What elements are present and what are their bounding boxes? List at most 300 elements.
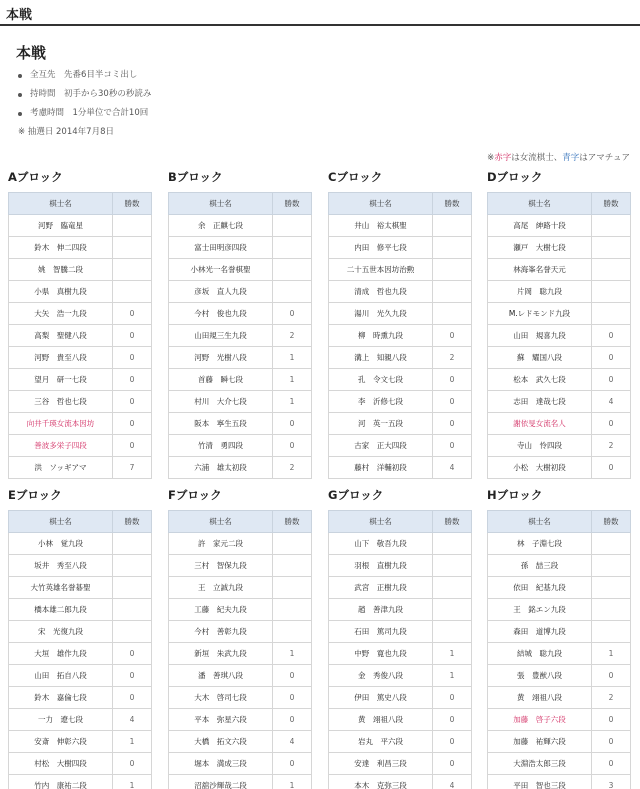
table-row [329, 281, 472, 303]
block-table [328, 510, 472, 789]
table-row [329, 413, 472, 435]
column-header-name: 棋士名 [488, 511, 592, 533]
table-row [329, 457, 472, 479]
table-row [329, 687, 472, 709]
legend-female-marker: 赤字 [494, 153, 512, 163]
player-wins: 0 [592, 457, 631, 479]
table-row [329, 435, 472, 457]
player-name: 山田 規喜九段 [488, 325, 592, 347]
table-row [169, 665, 312, 687]
table-row [169, 709, 312, 731]
player-wins: 0 [433, 731, 472, 753]
player-name: 河野 臨竜星 [9, 215, 113, 237]
player-name: 安達 利昌三段 [329, 753, 433, 775]
player-wins [433, 555, 472, 577]
player-name: 今村 善彰九段 [169, 621, 273, 643]
player-name: 村川 大介七段 [169, 391, 273, 413]
table-row [169, 753, 312, 775]
player-wins: 1 [273, 369, 312, 391]
player-wins [592, 577, 631, 599]
player-name: 山田 拓自八段 [9, 665, 113, 687]
player-wins [273, 237, 312, 259]
player-wins [273, 555, 312, 577]
table-row [488, 731, 631, 753]
table-row [329, 621, 472, 643]
player-wins: 0 [273, 665, 312, 687]
player-name: 孔 令文七段 [329, 369, 433, 391]
table-row [9, 555, 152, 577]
table-row [169, 413, 312, 435]
player-wins: 0 [592, 665, 631, 687]
player-name: 寺山 怜四段 [488, 435, 592, 457]
player-name: 小林光一名誉棋聖 [169, 259, 273, 281]
table-row [169, 533, 312, 555]
table-row [488, 599, 631, 621]
table-row [9, 259, 152, 281]
table-row [329, 259, 472, 281]
player-name: 黄 翊祖八段 [488, 687, 592, 709]
table-row [9, 577, 152, 599]
player-wins: 3 [592, 775, 631, 789]
table-row [488, 709, 631, 731]
player-name: 湯川 光久九段 [329, 303, 433, 325]
table-row [9, 325, 152, 347]
player-name: 志田 達哉七段 [488, 391, 592, 413]
block-table [487, 510, 631, 789]
player-name: 彦坂 直人九段 [169, 281, 273, 303]
table-row [329, 237, 472, 259]
player-name: 向井千瑛女流本因坊 [9, 413, 113, 435]
player-name: 首藤 瞬七段 [169, 369, 273, 391]
table-row [9, 391, 152, 413]
player-name: 平田 智也三段 [488, 775, 592, 789]
block-title: Aブロック [8, 170, 63, 184]
player-name: 山下 敬吾九段 [329, 533, 433, 555]
player-name: 伊田 篤史八段 [329, 687, 433, 709]
section-title: 本戦 [16, 44, 47, 62]
column-header-name: 棋士名 [9, 193, 113, 215]
player-name: 大橋 拓文六段 [169, 731, 273, 753]
table-row [169, 643, 312, 665]
column-header-name: 棋士名 [329, 511, 433, 533]
player-name: 河 英一五段 [329, 413, 433, 435]
player-name: 河野 貴至八段 [9, 347, 113, 369]
player-name: 結城 聡九段 [488, 643, 592, 665]
table-row [169, 687, 312, 709]
block-title: Eブロック [8, 488, 62, 502]
legend-female-text: は女流棋士、 [511, 153, 563, 163]
player-wins [592, 215, 631, 237]
player-name: 李 沂修七段 [329, 391, 433, 413]
player-name: 蘇 耀国八段 [488, 347, 592, 369]
player-name: 黄 翊祖八段 [329, 709, 433, 731]
player-name: 姚 智騰二段 [9, 259, 113, 281]
player-wins [273, 621, 312, 643]
table-row [169, 391, 312, 413]
player-name: 依田 紀基九段 [488, 577, 592, 599]
player-name: 森田 道博九段 [488, 621, 592, 643]
player-name: 沼舘沙輝哉二段 [169, 775, 273, 789]
player-name: 六浦 雄太初段 [169, 457, 273, 479]
table-row [488, 369, 631, 391]
rules-list [16, 66, 151, 123]
player-wins: 0 [273, 303, 312, 325]
column-header-wins: 勝数 [433, 511, 472, 533]
table-row [9, 281, 152, 303]
player-name: 小県 真樹九段 [9, 281, 113, 303]
block-section [487, 168, 630, 479]
block-title: Cブロック [328, 170, 383, 184]
rule-item: 全互先 先番6目半コミ出し [16, 66, 151, 85]
block-section [8, 486, 151, 789]
player-wins: 0 [433, 753, 472, 775]
player-wins: 1 [273, 775, 312, 789]
player-name: 大竹英雄名誉碁聖 [9, 577, 113, 599]
block-table [168, 510, 312, 789]
table-row [488, 325, 631, 347]
player-wins [273, 577, 312, 599]
player-name: 内田 修平七段 [329, 237, 433, 259]
player-wins: 0 [113, 369, 152, 391]
table-row [9, 533, 152, 555]
table-row [9, 303, 152, 325]
block-section [487, 486, 630, 789]
block-title: Gブロック [328, 488, 384, 502]
player-name: 二十五世本因坊治勲 [329, 259, 433, 281]
player-wins: 0 [113, 325, 152, 347]
table-row [169, 731, 312, 753]
player-wins: 0 [592, 753, 631, 775]
table-row [329, 325, 472, 347]
player-name: 柳 時熏九段 [329, 325, 433, 347]
player-wins: 1 [273, 391, 312, 413]
player-name: 大矢 浩一九段 [9, 303, 113, 325]
block-title: Hブロック [487, 488, 543, 502]
player-name: 富士田明彦四段 [169, 237, 273, 259]
table-row [488, 413, 631, 435]
block-section [328, 486, 471, 789]
table-row [488, 303, 631, 325]
player-wins: 1 [113, 731, 152, 753]
player-name: 張 豊猷八段 [488, 665, 592, 687]
player-name: 河野 光樹八段 [169, 347, 273, 369]
table-row [488, 259, 631, 281]
player-name: 金 秀俊八段 [329, 665, 433, 687]
table-row [329, 599, 472, 621]
table-header-row [169, 193, 312, 215]
player-name: 林 子淵七段 [488, 533, 592, 555]
player-wins: 0 [273, 753, 312, 775]
player-name: 潘 善琪八段 [169, 665, 273, 687]
player-wins [433, 281, 472, 303]
column-header-name: 棋士名 [329, 193, 433, 215]
player-name: 竹清 勇四段 [169, 435, 273, 457]
table-row [329, 643, 472, 665]
player-name: 加藤 祐輝六段 [488, 731, 592, 753]
player-wins [592, 621, 631, 643]
column-header-wins: 勝数 [273, 193, 312, 215]
table-header-row [169, 511, 312, 533]
block-table [8, 192, 152, 479]
table-row [9, 599, 152, 621]
table-row [329, 665, 472, 687]
player-wins [433, 599, 472, 621]
table-row [488, 621, 631, 643]
player-wins [273, 281, 312, 303]
player-name: 平本 弥星六段 [169, 709, 273, 731]
player-name: 井山 裕太棋聖 [329, 215, 433, 237]
table-row [169, 369, 312, 391]
table-row [329, 555, 472, 577]
table-row [9, 643, 152, 665]
player-wins [273, 599, 312, 621]
player-name: 孫 喆三段 [488, 555, 592, 577]
table-row [9, 731, 152, 753]
legend-amateur-text: はアマチュア [579, 153, 630, 163]
legend-amateur-marker: 青字 [562, 153, 580, 163]
table-row [329, 533, 472, 555]
table-header-row [488, 193, 631, 215]
player-wins: 1 [273, 643, 312, 665]
draw-date-note: ※ 抽選日 2014年7月8日 [18, 127, 114, 137]
block-table [8, 510, 152, 789]
player-wins: 0 [592, 709, 631, 731]
player-wins: 0 [592, 347, 631, 369]
player-wins [592, 533, 631, 555]
table-row [329, 347, 472, 369]
player-wins: 0 [113, 753, 152, 775]
player-wins: 0 [113, 347, 152, 369]
player-name: 大垣 雄作九段 [9, 643, 113, 665]
block-title: Bブロック [168, 170, 223, 184]
table-header-row [9, 193, 152, 215]
table-row [9, 457, 152, 479]
player-wins: 0 [113, 643, 152, 665]
legend-prefix: ※ [487, 153, 495, 163]
player-name: 大淵浩太郎三段 [488, 753, 592, 775]
block-table [328, 192, 472, 479]
player-name: 坂井 秀至八段 [9, 555, 113, 577]
table-row [9, 369, 152, 391]
player-wins: 0 [433, 391, 472, 413]
player-wins: 0 [433, 709, 472, 731]
player-name: 阪本 寧生五段 [169, 413, 273, 435]
table-row [329, 215, 472, 237]
player-wins: 0 [592, 413, 631, 435]
player-wins [433, 259, 472, 281]
player-name: 三谷 哲也七段 [9, 391, 113, 413]
player-wins: 0 [433, 325, 472, 347]
player-name: 羽根 直樹九段 [329, 555, 433, 577]
color-legend [487, 151, 630, 163]
player-wins [592, 555, 631, 577]
player-wins [433, 621, 472, 643]
player-wins [113, 259, 152, 281]
player-wins: 0 [273, 413, 312, 435]
table-row [9, 687, 152, 709]
player-wins: 0 [433, 413, 472, 435]
player-wins: 0 [113, 303, 152, 325]
player-name: 中野 寛也九段 [329, 643, 433, 665]
table-row [169, 325, 312, 347]
player-name: 余 正麒七段 [169, 215, 273, 237]
player-wins [113, 599, 152, 621]
player-wins [273, 533, 312, 555]
player-name: 鈴木 伸二四段 [9, 237, 113, 259]
player-wins [113, 533, 152, 555]
player-wins: 0 [113, 435, 152, 457]
player-name: 溝上 知親八段 [329, 347, 433, 369]
player-wins [113, 281, 152, 303]
table-row [169, 457, 312, 479]
table-row [169, 259, 312, 281]
column-header-wins: 勝数 [273, 511, 312, 533]
player-name: 山田規三生九段 [169, 325, 273, 347]
player-name: 林海峯名誉天元 [488, 259, 592, 281]
table-row [329, 731, 472, 753]
player-wins: 1 [592, 643, 631, 665]
table-row [169, 599, 312, 621]
table-row [9, 413, 152, 435]
player-wins: 4 [592, 391, 631, 413]
player-wins [113, 555, 152, 577]
table-row [9, 237, 152, 259]
block-section [168, 168, 311, 479]
player-name: 松本 武久七段 [488, 369, 592, 391]
player-name: 小林 覚九段 [9, 533, 113, 555]
block-table [487, 192, 631, 479]
player-wins: 4 [113, 709, 152, 731]
player-name: 古家 正大四段 [329, 435, 433, 457]
table-row [488, 775, 631, 789]
player-wins [592, 599, 631, 621]
table-row [488, 281, 631, 303]
player-name: 洪 ソッギアマ [9, 457, 113, 479]
player-wins [273, 215, 312, 237]
table-row [9, 621, 152, 643]
player-name: 高梨 聖健八段 [9, 325, 113, 347]
player-wins: 1 [113, 775, 152, 789]
table-row [488, 237, 631, 259]
player-name: 本木 克弥三段 [329, 775, 433, 789]
table-row [9, 775, 152, 789]
table-row [329, 753, 472, 775]
player-name: 加藤 啓子六段 [488, 709, 592, 731]
player-wins [113, 237, 152, 259]
player-wins: 0 [113, 665, 152, 687]
table-row [488, 687, 631, 709]
player-wins: 0 [273, 435, 312, 457]
table-row [488, 215, 631, 237]
player-name: 鈴木 嘉倫七段 [9, 687, 113, 709]
block-section [8, 168, 151, 479]
table-row [488, 533, 631, 555]
player-name: 堀本 満成三段 [169, 753, 273, 775]
column-header-wins: 勝数 [113, 193, 152, 215]
table-row [488, 457, 631, 479]
table-row [169, 775, 312, 789]
player-name: 今村 俊也九段 [169, 303, 273, 325]
player-name: 藤村 洋輔初段 [329, 457, 433, 479]
player-wins: 2 [592, 435, 631, 457]
player-name: 高尾 紳路十段 [488, 215, 592, 237]
player-wins [433, 303, 472, 325]
table-row [9, 435, 152, 457]
player-name: 王 銘エン九段 [488, 599, 592, 621]
player-name: 善波多栄子四段 [9, 435, 113, 457]
table-row [329, 369, 472, 391]
table-row [9, 665, 152, 687]
player-wins [433, 237, 472, 259]
player-wins: 0 [592, 731, 631, 753]
player-name: M.レドモンド九段 [488, 303, 592, 325]
player-wins: 4 [433, 775, 472, 789]
table-row [9, 753, 152, 775]
player-wins [113, 621, 152, 643]
player-name: 一力 遼七段 [9, 709, 113, 731]
player-wins: 0 [592, 369, 631, 391]
player-wins [433, 533, 472, 555]
player-wins: 0 [433, 435, 472, 457]
player-wins: 4 [433, 457, 472, 479]
player-name: 宋 光復九段 [9, 621, 113, 643]
player-wins: 4 [273, 731, 312, 753]
table-row [169, 303, 312, 325]
player-wins [273, 259, 312, 281]
table-header-row [9, 511, 152, 533]
player-name: 武宮 正樹九段 [329, 577, 433, 599]
player-name: 三村 智保九段 [169, 555, 273, 577]
player-wins: 0 [433, 369, 472, 391]
player-name: 新垣 朱武九段 [169, 643, 273, 665]
table-row [488, 753, 631, 775]
player-name: 清成 哲也九段 [329, 281, 433, 303]
player-wins: 0 [592, 325, 631, 347]
table-row [169, 621, 312, 643]
player-name: 望月 研一七段 [9, 369, 113, 391]
player-name: 趙 善津九段 [329, 599, 433, 621]
column-header-name: 棋士名 [488, 193, 592, 215]
column-header-wins: 勝数 [592, 193, 631, 215]
player-wins: 7 [113, 457, 152, 479]
column-header-wins: 勝数 [592, 511, 631, 533]
player-name: 大木 啓司七段 [169, 687, 273, 709]
top-header [0, 0, 640, 26]
table-header-row [488, 511, 631, 533]
column-header-name: 棋士名 [169, 193, 273, 215]
table-row [169, 347, 312, 369]
table-row [488, 347, 631, 369]
rule-item: 持時間 初手から30秒の秒読み [16, 85, 151, 104]
table-row [169, 555, 312, 577]
table-row [329, 391, 472, 413]
table-row [169, 435, 312, 457]
block-title: Dブロック [487, 170, 543, 184]
table-row [488, 391, 631, 413]
player-name: 小松 大樹初段 [488, 457, 592, 479]
player-name: 片岡 聡九段 [488, 281, 592, 303]
player-name: 村松 大樹四段 [9, 753, 113, 775]
player-name: 竹内 康祐二段 [9, 775, 113, 789]
player-name: 橋本雄二郎九段 [9, 599, 113, 621]
rule-item: 考慮時間 1分単位で合計10回 [16, 104, 151, 123]
page-header-title: 本戦 [6, 8, 33, 23]
player-wins [433, 577, 472, 599]
table-row [169, 215, 312, 237]
column-header-wins: 勝数 [113, 511, 152, 533]
table-header-row [329, 511, 472, 533]
player-wins: 1 [433, 643, 472, 665]
